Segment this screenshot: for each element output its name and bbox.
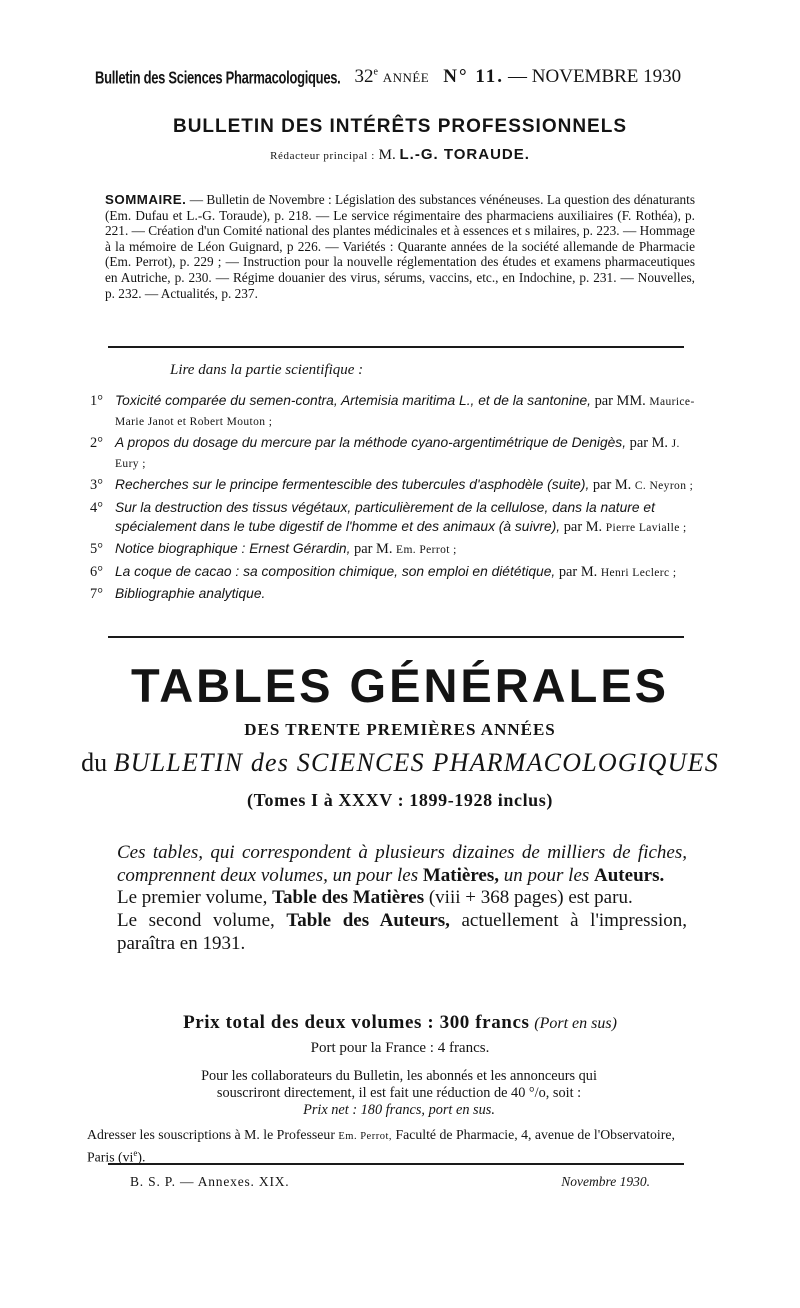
page-footer [130,1174,650,1190]
collab-line: Prix net : 180 francs, port en sus. [303,1101,495,1118]
footer-right: Novembre 1930. [561,1174,650,1189]
issue-date: — NOVEMBRE 1930 [508,66,682,87]
sommaire-line: la nouvelle réglementation des études et examens pharmaceutiques en Autriche, [105,254,695,285]
collab-line: Pour les collaborateurs du Bulletin, les abonnés et les annonceurs qui [201,1068,597,1084]
list-item: 1° Toxicité comparée du semen-contra, Artemisia maritima L., et de la santonine, par MM. Maurice-Marie Janot et Robert Mouton ; [90,393,695,428]
list-item: 6° La coque de cacao : sa composition chimique, son emploi en diététique, par M. Henri Leclerc ; [90,563,677,580]
list-item: 4° Sur la destruction des tissus végétaux, particulièrement de la cellulose, dans la nature et spécialement dans le tube digestif de l'homme et des animaux (à suivre), par M. Pierre Lavialle ; [90,499,687,535]
issue-number: N° 11. [443,66,505,87]
sommaire-line: La question des dénaturants (Em. Dufau et L.-G. Toraude), p. 218. — Le service [105,192,696,223]
sommaire-line: régimentaire des pharmaciens auxiliaires (F. Rothéa), p. 221. — Création d'un [105,207,696,239]
collaborateurs-notice [105,1068,693,1118]
running-head [95,66,690,100]
port-france: Port pour la France : 4 francs. [310,1040,490,1056]
description-paragraph: Ces tables, qui correspondent à plusieurs dizaines de milliers de fiches, comprennent deux volumes, un pour les Matières, un pour les Auteurs. [117,842,687,886]
description-paragraph: Le premier volume, Table des Matières (viii + 368 pages) est paru. [117,887,633,909]
sommaire-line: — Bulletin de Novembre : Législation des substances vénéneuses. [189,192,544,207]
footer-left: B. S. P. — Annexes. XIX. [130,1174,290,1189]
year-volume: 32e ANNÉE [354,66,430,87]
tables-generales-subtitle: DES TRENTE PREMIÈRES ANNÉES [244,720,556,739]
adresse-souscriptions: Adresser les souscriptions à M. le Professeur Em. Perrot, Faculté de Pharmacie, 4, avenue de l'Observatoire, Paris $(vi^e)$. [87,1127,675,1165]
sommaire-line: p. 230. — Régime douanier des virus, sérums, vaccins, etc., en Indochine, p. 231. [174,269,617,285]
bulletin-interets-header [100,116,700,164]
list-item: 7° Bibliographie analytique. [90,586,266,603]
tables-journal-line: du BULLETIN des SCIENCES PHARMACOLOGIQUES [81,748,719,777]
description-paragraph: Le second volume, Table des Auteurs, actuellement à l'impression, paraîtra en 1931. [117,910,687,954]
partie-scientifique-intro: Lire dans la partie scientifique : [170,362,364,378]
divider-rule [108,346,684,348]
divider-rule [108,636,684,638]
sommaire-label: SOMMAIRE. [105,192,187,207]
divider-rule [108,1163,684,1165]
sommaire [105,192,695,301]
tables-tomes: (Tomes I à XXXV : 1899-1928 inclus) [246,790,553,810]
tables-description [117,842,687,956]
list-item: 3° Recherches sur le principe fermentescible des tubercules d'asphodèle (suite), par M. C. Neyron ; [90,477,694,494]
price-line: Prix total des deux volumes : 300 francs (Port en sus) [183,1012,617,1033]
collab-line: souscriront directement, il est fait une réduction de 40 °/o, soit : [216,1084,582,1101]
sommaire-line: — Nouvelles, p. 232. — Actualités, p. 237. [105,269,695,301]
tables-generales-title: TABLES GÉNÉRALES [130,659,670,712]
list-item: 5° Notice biographique : Ernest Gérardin, par M. Em. Perrot ; [90,541,457,558]
sommaire-line: de la société allemande de Pharmacie (Em. Perrot), p. 229 ; — Instruction pour [105,238,695,270]
editor-line: Rédacteur principal : M. L.-G. TORAUDE. [270,146,530,163]
sommaire-line: Comité national des plantes médicinales et à essences et s milaires, p. 223. — [223,223,637,239]
sommaire-line: Hommage à la mémoire de Léon Guignard, p 226. — Variétés : Quarante années [105,223,696,254]
journal-name: Bulletin des Sciences Pharmacologiques. [95,67,341,88]
scientific-contents-list [90,392,698,608]
list-item: 2° A propos du dosage du mercure par la méthode cyano-argentimétrique de Denigès, par M. J. Eury ; [90,435,680,470]
bulletin-interets-title: BULLETIN DES INTÉRÊTS PROFESSIONNELS [172,116,628,137]
